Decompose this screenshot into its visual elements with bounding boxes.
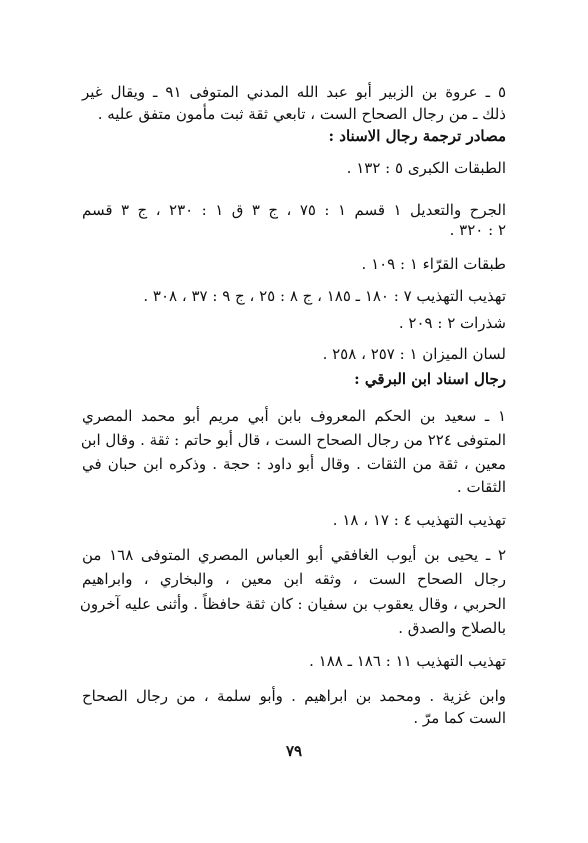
text-line: رجال الصحاح الست ، وثقه ابن معين ، والبخاري ، وابراهيم	[82, 570, 506, 588]
text-line: ٢ ـ يحيى بن أيوب الغافقي أبو العباس المصري المتوفى ١٦٨ من	[82, 546, 506, 564]
text-line: تهذيب التهذيب ٧ : ١٨٠ ـ ١٨٥ ، ج ٨ : ٢٥ ، ج ٩ : ٣٧ ، ٣٠٨ .	[143, 287, 506, 305]
text-line: ذلك ـ من رجال الصحاح الست ، تابعي ثقة ثبت مأمون متفق عليه .	[97, 105, 506, 123]
text-line: ١ ـ سعيد بن الحكم المعروف بابن أبي مريم أبو محمد المصري	[82, 407, 506, 425]
page-number: ٧٩	[285, 742, 303, 760]
text-line: معين ، ثقة من الثقات . وقال أبو داود : حجة . وذكره ابن حبان في	[82, 455, 506, 473]
text-line: بالصلاح والصدق .	[398, 619, 506, 637]
section-heading: مصادر ترجمة رجال الاسناد :	[328, 127, 506, 145]
text-line: شذرات ٢ : ٢٠٩ .	[398, 314, 506, 332]
text-line: الست كما مرّ .	[413, 709, 506, 727]
text-line: المتوفى ٢٢٤ من رجال الصحاح الست ، قال أبو حاتم : ثقة . وقال ابن	[80, 431, 506, 449]
text-line: لسان الميزان ١ : ٢٥٧ ، ٢٥٨ .	[322, 345, 506, 363]
text-line: تهذيب التهذيب ١١ : ١٨٦ ـ ١٨٨ .	[309, 652, 506, 670]
text-line: وابن غزية . ومحمد بن ابراهيم . وأبو سلمة ، من رجال الصحاح	[82, 687, 506, 705]
text-line: الطبقات الكبرى ٥ : ١٣٢ .	[346, 159, 506, 177]
text-line: طبقات القرّاء ١ : ١٠٩ .	[361, 255, 506, 273]
text-line: الثقات .	[456, 478, 506, 496]
text-line: تهذيب التهذيب ٤ : ١٧ ، ١٨ .	[332, 511, 506, 529]
text-line: ٢ : ٣٢٠ .	[449, 221, 506, 239]
text-line: الجرح والتعديل ١ قسم ١ : ٧٥ ، ج ٣ ق ١ : ٢٣٠ ، ج ٣ قسم	[82, 201, 507, 219]
text-line: ٥ ـ عروة بن الزبير أبو عبد الله المدني المتوفى ٩١ ـ ويقال غير	[82, 83, 506, 101]
text-line: الحربي ، وقال يعقوب بن سفيان : كان ثقة حافظاً . وأثنى عليه آخرون	[79, 595, 506, 613]
section-heading: رجال اسناد ابن البرقي :	[354, 370, 506, 388]
